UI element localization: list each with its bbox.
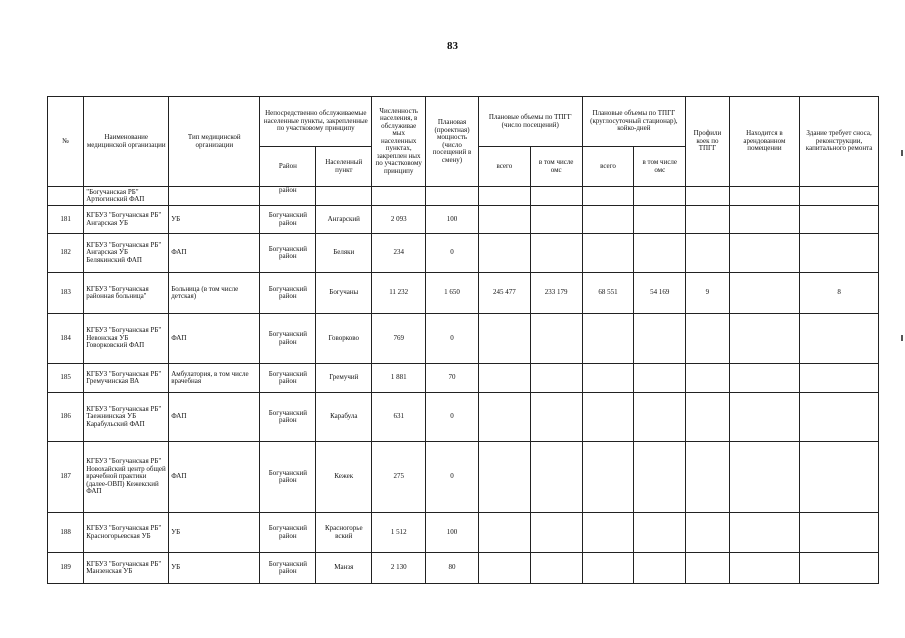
cell-visits-total: [478, 553, 530, 584]
cell-district: Богучанский район: [260, 442, 316, 513]
cell-demolish: [800, 234, 879, 273]
cell-org-type: УБ: [169, 553, 260, 584]
cell-visits-oms: [530, 442, 582, 513]
cell-org-name: КГБУЗ "Богучанская РБ" Таежнинская УБ Карабульский ФАП: [84, 393, 169, 442]
cell-capacity: 0: [426, 442, 479, 513]
cell-num: 182: [48, 234, 84, 273]
cell-population: 1 881: [372, 364, 426, 393]
cell-org-name: КГБУЗ "Богучанская РБ" Невонская УБ Говорковский ФАП: [84, 314, 169, 364]
cell-district: Богучанский район: [260, 314, 316, 364]
cell-rented: [729, 393, 799, 442]
cell-demolish: [800, 513, 879, 553]
cell-num: 185: [48, 364, 84, 393]
table-row: [48, 364, 879, 393]
cell-visits-total: [478, 234, 530, 273]
cell-beds-oms: [634, 442, 686, 513]
cell-beds-total: [582, 513, 634, 553]
cell-num: 187: [48, 442, 84, 513]
table-row: [48, 513, 879, 553]
cell-org-type: УБ: [169, 513, 260, 553]
cell-num: 183: [48, 273, 84, 314]
cell-capacity: 0: [426, 314, 479, 364]
header-beds-total: всего: [582, 147, 634, 187]
cell-visits-oms: [530, 187, 582, 206]
cell-capacity: 80: [426, 553, 479, 584]
cell-demolish: [800, 553, 879, 584]
cell-beds-oms: [634, 364, 686, 393]
cell-settlement: Манзя: [316, 553, 372, 584]
cell-org-name: КГБУЗ "Богучанская РБ" Гремучинская ВА: [84, 364, 169, 393]
cell-population: 275: [372, 442, 426, 513]
cell-rented: [729, 442, 799, 513]
cell-visits-total: [478, 206, 530, 234]
cell-district: район: [260, 187, 316, 206]
header-settlement: Населенный пункт: [316, 147, 372, 187]
header-demolish: Здание требует сноса, реконструкции, капитального ремонта: [800, 97, 879, 187]
cell-capacity: [426, 187, 479, 206]
cell-district: Богучанский район: [260, 206, 316, 234]
cell-profiles: [686, 364, 730, 393]
cell-profiles: [686, 442, 730, 513]
header-org-type: Тип медицинской организации: [169, 97, 260, 187]
cell-beds-total: [582, 553, 634, 584]
cell-num: 186: [48, 393, 84, 442]
cell-settlement: Гремучий: [316, 364, 372, 393]
cell-visits-oms: [530, 234, 582, 273]
table-row: [48, 393, 879, 442]
cell-beds-oms: [634, 187, 686, 206]
cell-capacity: 100: [426, 206, 479, 234]
cell-num: 189: [48, 553, 84, 584]
cell-settlement: Говорково: [316, 314, 372, 364]
cell-org-name: КГБУЗ "Богучанская районная больница": [84, 273, 169, 314]
cell-visits-oms: 233 179: [530, 273, 582, 314]
page-number: 83: [447, 40, 458, 52]
cell-rented: [729, 513, 799, 553]
header-visits-oms: в том числе омс: [530, 147, 582, 187]
cell-district: Богучанский район: [260, 234, 316, 273]
cell-visits-total: [478, 364, 530, 393]
cell-org-name: КГБУЗ "Богучанская РБ" Новохайский центр общей врачебной практики (далее-ОВП) Кежекский ФАП: [84, 442, 169, 513]
header-org-name: Наименование медицинской организации: [84, 97, 169, 187]
cell-beds-total: [582, 187, 634, 206]
cell-org-name: КГБУЗ "Богучанская РБ" Манзенская УБ: [84, 553, 169, 584]
cell-org-name: "Богучанская РБ" Артюгинский ФАП: [84, 187, 169, 206]
cell-beds-total: [582, 393, 634, 442]
cell-visits-oms: [530, 314, 582, 364]
cell-visits-total: [478, 513, 530, 553]
cell-population: 2 093: [372, 206, 426, 234]
cell-beds-oms: [634, 553, 686, 584]
cell-beds-oms: [634, 234, 686, 273]
cell-demolish: [800, 314, 879, 364]
cell-org-name: КГБУЗ "Богучанская РБ" Ангарская УБ: [84, 206, 169, 234]
cell-num: 184: [48, 314, 84, 364]
cell-profiles: [686, 513, 730, 553]
cell-settlement: Беляки: [316, 234, 372, 273]
table-row: [48, 273, 879, 314]
table-row: [48, 442, 879, 513]
cell-beds-oms: [634, 314, 686, 364]
cell-beds-total: [582, 206, 634, 234]
cell-org-type: ФАП: [169, 234, 260, 273]
scan-mark: [901, 335, 903, 341]
header-num: №: [48, 97, 84, 187]
cell-settlement: Богучаны: [316, 273, 372, 314]
cell-visits-total: [478, 187, 530, 206]
cell-org-type: Амбулатория, в том числе врачебная: [169, 364, 260, 393]
cell-settlement: [316, 187, 372, 206]
cell-beds-total: [582, 364, 634, 393]
cell-beds-total: 68 551: [582, 273, 634, 314]
cell-capacity: 0: [426, 393, 479, 442]
header-profiles: Профили коек по ТПГГ: [686, 97, 730, 187]
cell-visits-oms: [530, 553, 582, 584]
cell-settlement: Красногорье вский: [316, 513, 372, 553]
cell-settlement: Ангарский: [316, 206, 372, 234]
cell-population: 631: [372, 393, 426, 442]
cell-visits-total: [478, 314, 530, 364]
cell-population: 1 512: [372, 513, 426, 553]
cell-beds-total: [582, 234, 634, 273]
cell-population: [372, 187, 426, 206]
cell-profiles: [686, 393, 730, 442]
table-row: [48, 234, 879, 273]
cell-demolish: [800, 364, 879, 393]
header-tpgg-visits: Плановые объемы по ТПГГ (число посещений): [478, 97, 582, 147]
cell-num: 181: [48, 206, 84, 234]
facilities-table: [47, 96, 879, 584]
cell-rented: [729, 553, 799, 584]
table-row: [48, 206, 879, 234]
header-visits-total: всего: [478, 147, 530, 187]
cell-visits-total: [478, 393, 530, 442]
cell-capacity: 70: [426, 364, 479, 393]
cell-visits-oms: [530, 393, 582, 442]
cell-capacity: 100: [426, 513, 479, 553]
cell-profiles: 9: [686, 273, 730, 314]
cell-population: 11 232: [372, 273, 426, 314]
header-beds-oms: в том числе омс: [634, 147, 686, 187]
cell-visits-total: 245 477: [478, 273, 530, 314]
cell-demolish: [800, 187, 879, 206]
cell-beds-total: [582, 442, 634, 513]
cell-demolish: [800, 442, 879, 513]
table-row: [48, 187, 879, 206]
cell-rented: [729, 234, 799, 273]
cell-population: 769: [372, 314, 426, 364]
cell-org-type: Больница (в том числе детская): [169, 273, 260, 314]
cell-capacity: 1 650: [426, 273, 479, 314]
cell-demolish: [800, 206, 879, 234]
cell-org-type: ФАП: [169, 442, 260, 513]
cell-visits-oms: [530, 364, 582, 393]
cell-population: 234: [372, 234, 426, 273]
header-population: Численность населения, в обслуживае мых населенных пунктах, закреплен ных по участковому принципу: [372, 97, 426, 187]
cell-org-type: [169, 187, 260, 206]
table-row: [48, 553, 879, 584]
cell-rented: [729, 206, 799, 234]
header-capacity: Плановая (проектная) мощность (число посещений в смену): [426, 97, 479, 187]
header-district: Район: [260, 147, 316, 187]
cell-profiles: [686, 187, 730, 206]
cell-profiles: [686, 206, 730, 234]
cell-profiles: [686, 553, 730, 584]
cell-district: Богучанский район: [260, 273, 316, 314]
cell-profiles: [686, 234, 730, 273]
cell-demolish: 8: [800, 273, 879, 314]
cell-beds-total: [582, 314, 634, 364]
cell-beds-oms: [634, 393, 686, 442]
header-rented: Находится в арендованном помещении: [729, 97, 799, 187]
cell-district: Богучанский район: [260, 364, 316, 393]
table-row: [48, 314, 879, 364]
cell-profiles: [686, 314, 730, 364]
cell-rented: [729, 273, 799, 314]
cell-beds-oms: 54 169: [634, 273, 686, 314]
header-served-group: Непосредственно обслуживаемые населенные пункты, закрепленные по участковому принципу: [260, 97, 372, 147]
cell-org-name: КГБУЗ "Богучанская РБ" Красногорьевская УБ: [84, 513, 169, 553]
cell-rented: [729, 187, 799, 206]
cell-visits-oms: [530, 513, 582, 553]
cell-district: Богучанский район: [260, 393, 316, 442]
cell-org-type: ФАП: [169, 393, 260, 442]
scan-mark: [901, 150, 903, 156]
cell-rented: [729, 364, 799, 393]
header-tpgg-beds: Плановые объемы по ТПГГ (круглосуточный стационар), койко-дней: [582, 97, 686, 147]
cell-district: Богучанский район: [260, 513, 316, 553]
cell-org-type: ФАП: [169, 314, 260, 364]
cell-demolish: [800, 393, 879, 442]
cell-population: 2 130: [372, 553, 426, 584]
cell-district: Богучанский район: [260, 553, 316, 584]
cell-visits-total: [478, 442, 530, 513]
cell-num: [48, 187, 84, 206]
cell-num: 188: [48, 513, 84, 553]
cell-settlement: Карабула: [316, 393, 372, 442]
cell-org-name: КГБУЗ "Богучанская РБ" Ангарская УБ Белякинский ФАП: [84, 234, 169, 273]
cell-beds-oms: [634, 206, 686, 234]
cell-capacity: 0: [426, 234, 479, 273]
cell-rented: [729, 314, 799, 364]
cell-org-type: УБ: [169, 206, 260, 234]
cell-visits-oms: [530, 206, 582, 234]
cell-settlement: Кежек: [316, 442, 372, 513]
cell-beds-oms: [634, 513, 686, 553]
